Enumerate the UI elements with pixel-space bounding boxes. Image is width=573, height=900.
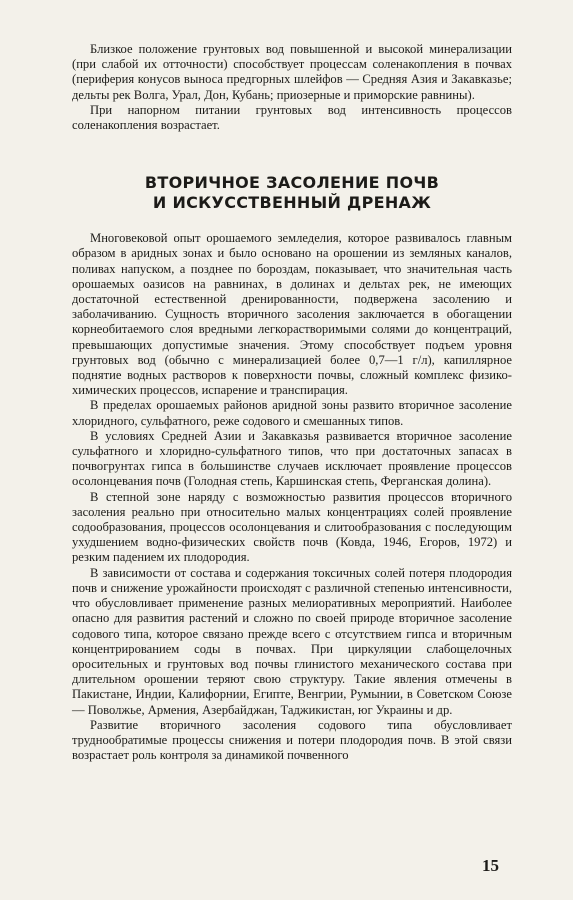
paragraph: Многовековой опыт орошаемого земледелия, которое развивалось главным образом в аридных зонах и было основано на орошении из земляных каналов, поливах напуском, а позднее по бороздам, показывает, что значительная часть орошаемых оазисов на равнинах, в долинах и дельтах рек, не имеющих достаточной естественной дренированности, подвержена засолению и заболачиванию. Сущность вторичного засоления заключается в обогащении корнеобитаемого слоя вредными легкорастворимыми солями до концентраций, превышающих допустимые значения. Этому способствует подъем уровня грунтовых вод (обычно с минерализацией более 0,7—1 г/л), капиллярное поднятие водных растворов к поверхности почвы, сложный комплекс физико-химических процессов, испарение и транспирация. bbox=[72, 231, 512, 398]
paragraph: В зависимости от состава и содержания токсичных солей потеря плодородия почв и снижение урожайности происходят с различной степенью интенсивности, что обусловливает применение разных мелиоративных мероприятий. Наиболее опасно для развития растений и сложно по своей природе вторичное засоление содового типа, которое связано прежде всего с отсутствием гипса и вторичным концентрированием соды в почвах. При циркуляции слабощелочных оросительных и грунтовых вод почвы глинистого механического состава при длительном орошении теряют свою структуру. Такие явления отмечены в Пакистане, Индии, Калифорнии, Египте, Венгрии, Румынии, в Советском Союзе — Поволжье, Армения, Азербайджан, Таджикистан, юг Украины и др. bbox=[72, 565, 512, 717]
page-number: 15 bbox=[482, 856, 499, 875]
paragraph: Развитие вторичного засоления содового типа обусловливает труднообратимые процессы снижения и потери плодородия почв. В этой связи возрастает роль контроля за динамикой почвенного bbox=[72, 717, 512, 763]
paragraph: Близкое положение грунтовых вод повышенной и высокой минерализации (при слабой их отточности) способствует процессам соленакопления в почвах (периферия конусов выноса предгорных шлейфов — Средняя Азия и Закавказье; дельты рек Волга, Урал, Дон, Кубань; приозерные и приморские равнины). bbox=[72, 42, 512, 102]
paragraph: При напорном питании грунтовых вод интенсивность процессов соленакопления возрастает. bbox=[72, 102, 512, 133]
page-content bbox=[72, 42, 512, 763]
paragraph: В степной зоне наряду с возможностью развития процессов вторичного засоления реально при относительно малых концентрациях солей проявление содообразования, процессов осолонцевания и слитообразования с последующим ухудшением водно-физических свойств почв (Ковда, 1946, Егоров, 1972) и резким падением их плодородия. bbox=[72, 489, 512, 565]
section-heading bbox=[72, 173, 512, 213]
heading-line: ВТОРИЧНОЕ ЗАСОЛЕНИЕ ПОЧВ bbox=[144, 173, 440, 193]
heading-line: И ИСКУССТВЕННЫЙ ДРЕНАЖ bbox=[152, 193, 432, 213]
paragraph: В условиях Средней Азии и Закавказья развивается вторичное засоление сульфатного и хлоридно-сульфатного типов, что при достаточных запасах в почвогрунтах гипса в большинстве случаев исключает проявление процессов осолонцевания почв (Голодная степь, Каршинская степь, Ферганская долина). bbox=[72, 428, 512, 489]
paragraph: В пределах орошаемых районов аридной зоны развито вторичное засоление хлоридного, сульфатного, реже содового и смешанных типов. bbox=[72, 398, 512, 428]
